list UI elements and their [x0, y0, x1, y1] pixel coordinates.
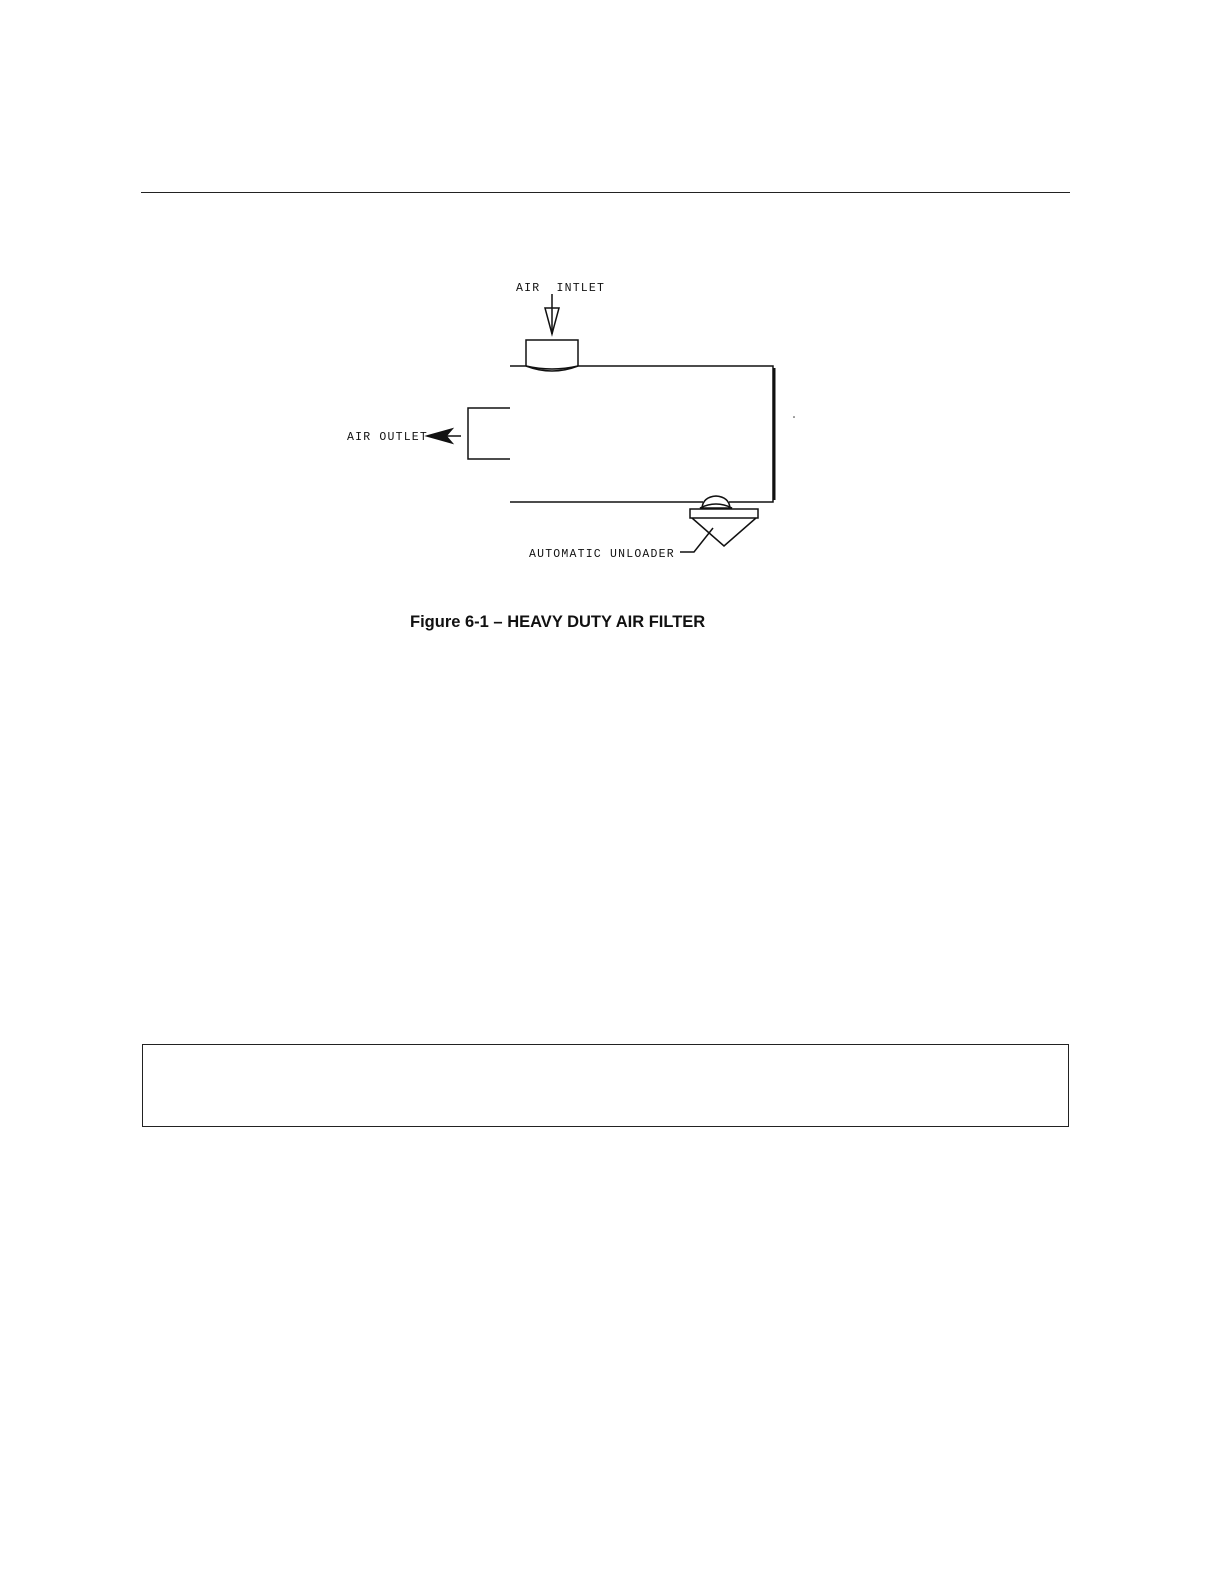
figure-caption: Figure 6-1 – HEAVY DUTY AIR FILTER [410, 613, 706, 631]
filter-body [510, 366, 773, 502]
air-filter-diagram [330, 270, 830, 570]
air-outlet-label: AIR OUTLET [347, 431, 429, 444]
header-rule [141, 192, 1070, 193]
unloader-plate [690, 509, 758, 518]
note-box [142, 1044, 1069, 1127]
outlet-pipe [468, 408, 510, 459]
automatic-unloader-label: AUTOMATIC UNLOADER [529, 548, 675, 561]
air-inlet-label: AIR INTLET [516, 282, 606, 295]
inlet-arrow [545, 294, 559, 334]
outlet-arrow [427, 429, 461, 443]
inlet-pipe [526, 340, 578, 366]
